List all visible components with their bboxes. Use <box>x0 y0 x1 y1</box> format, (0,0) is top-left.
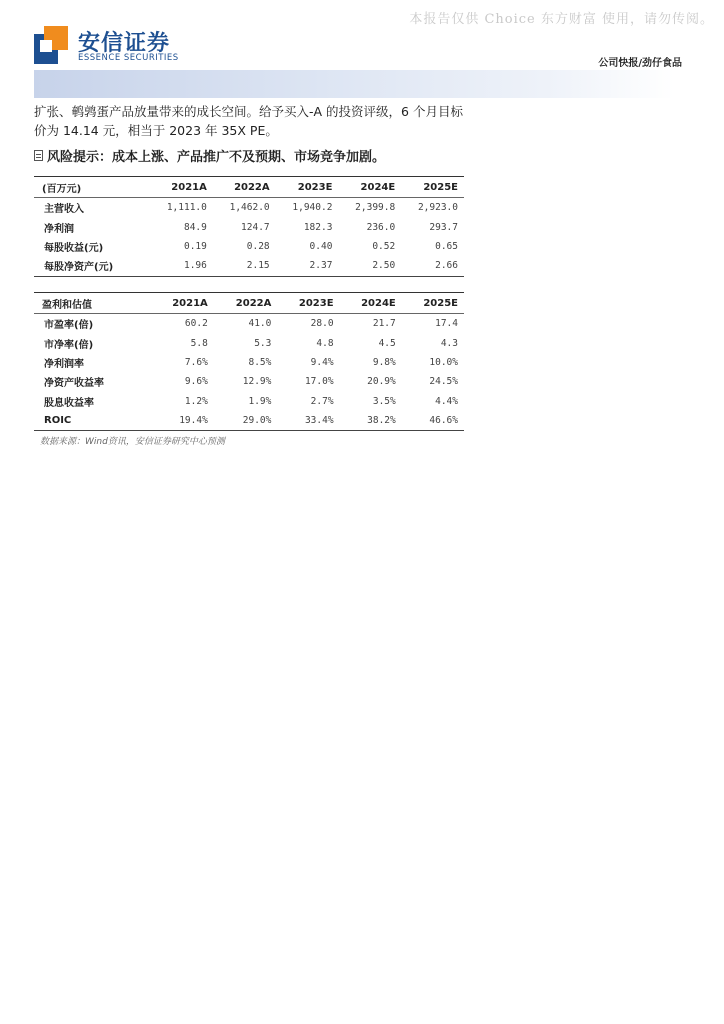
row-label: 净利润率 <box>44 358 84 370</box>
table-row <box>34 217 464 236</box>
brand-name-en: ESSENCE SECURITIES <box>78 53 179 63</box>
header-banner <box>34 70 674 98</box>
risk-text: 风险提示：成本上涨、产品推广不及预期、市场竞争加剧。 <box>47 150 386 165</box>
table-cell: 2.37 <box>276 256 339 276</box>
table-header-row <box>34 177 464 198</box>
report-category: 公司快报/劲仔食品 <box>598 58 682 69</box>
table-cell: 84.9 <box>183 221 207 233</box>
table-cell: 0.19 <box>183 240 207 252</box>
table-row <box>34 411 464 431</box>
table-cell: 9.8% <box>372 356 396 368</box>
row-label: 每股收益(元) <box>44 242 104 254</box>
table-cell: 38.2% <box>340 411 402 431</box>
table-cell: 1,940.2 <box>292 202 333 214</box>
row-label: 市盈率(倍) <box>44 320 94 332</box>
table-cell: 236.0 <box>366 221 396 233</box>
table-cell: 10.0% <box>429 356 458 368</box>
table-cell: 1,462.0 <box>229 202 270 214</box>
table-row <box>34 333 464 352</box>
table-cell: 12.9% <box>242 376 272 388</box>
table-row <box>34 256 464 276</box>
table-cell: 5.3 <box>254 337 272 349</box>
column-header: 2021A <box>150 177 213 198</box>
row-label: 每股净资产(元) <box>34 256 150 276</box>
table-cell: 0.65 <box>435 240 458 252</box>
table-cell: 9.4% <box>310 356 334 368</box>
valuation-table <box>34 292 464 431</box>
table-cell: 2.7% <box>310 395 334 407</box>
table-cell: 4.8 <box>316 337 334 349</box>
table-cell: 1.9% <box>248 395 272 407</box>
column-header: 2021A <box>150 293 214 314</box>
table-cell: 4.3 <box>440 337 458 349</box>
table-cell: 28.0 <box>310 318 334 330</box>
table-cell: 29.0% <box>214 411 278 431</box>
row-label: ROIC <box>34 411 150 431</box>
table-cell: 20.9% <box>367 376 396 388</box>
table-cell: 0.28 <box>246 240 270 252</box>
table-cell: 41.0 <box>248 318 272 330</box>
column-header: (百万元) <box>34 177 150 198</box>
logo-mark-icon <box>34 26 68 64</box>
table-row <box>34 353 464 372</box>
table-cell: 0.40 <box>309 240 333 252</box>
brand-name-cn: 安信证券 <box>78 31 171 56</box>
table-cell: 2,399.8 <box>355 202 396 214</box>
column-header: 盈利和估值 <box>34 293 150 314</box>
table-cell: 2.15 <box>213 256 276 276</box>
table-cell: 0.52 <box>372 240 396 252</box>
document-icon <box>34 150 43 161</box>
financial-summary-table <box>34 176 464 277</box>
table-cell: 33.4% <box>277 411 339 431</box>
row-label: 净利润 <box>44 223 74 235</box>
table-cell: 8.5% <box>248 356 272 368</box>
table-cell: 17.4 <box>435 318 458 330</box>
table-cell: 2,923.0 <box>417 202 458 214</box>
table-cell: 1,111.0 <box>166 202 207 214</box>
table-cell: 4.5 <box>378 337 396 349</box>
row-label: 净资产收益率 <box>44 378 104 390</box>
watermark-text: 本报告仅供 Choice 东方财富 使用，请勿传阅。 <box>409 12 714 27</box>
table-cell: 21.7 <box>372 318 396 330</box>
column-header: 2025E <box>401 177 464 198</box>
data-source-note: 数据来源：Wind资讯，安信证券研究中心预测 <box>40 437 225 447</box>
table-cell: 3.5% <box>372 395 396 407</box>
table-cell: 60.2 <box>184 318 208 330</box>
row-label: 股息收益率 <box>44 397 94 409</box>
table-cell: 1.2% <box>184 395 208 407</box>
table-cell: 19.4% <box>150 411 214 431</box>
table-row <box>34 198 464 218</box>
row-label: 市净率(倍) <box>44 339 94 351</box>
table-cell: 9.6% <box>184 376 208 388</box>
table-cell: 1.96 <box>150 256 213 276</box>
row-label: 主营收入 <box>44 204 84 216</box>
column-header: 2025E <box>402 293 464 314</box>
column-header: 2022A <box>213 177 276 198</box>
column-header: 2023E <box>276 177 339 198</box>
table-cell: 17.0% <box>304 376 334 388</box>
table-cell: 46.6% <box>402 411 464 431</box>
table-cell: 24.5% <box>429 376 458 388</box>
table-cell: 2.66 <box>401 256 464 276</box>
column-header: 2024E <box>338 177 401 198</box>
risk-warning <box>34 146 474 165</box>
table-cell: 124.7 <box>241 221 270 233</box>
table-header-row <box>34 293 464 314</box>
table-row <box>34 314 464 334</box>
table-cell: 293.7 <box>429 221 458 233</box>
table-row <box>34 372 464 391</box>
table-cell: 4.4% <box>435 395 458 407</box>
column-header: 2023E <box>277 293 339 314</box>
table-cell: 2.50 <box>338 256 401 276</box>
table-row <box>34 392 464 411</box>
summary-paragraph: 扩张、鹌鹑蛋产品放量带来的成长空间。给予买入-A 的投资评级，6 个月目标价为 14.14 元，相当于 2023 年 35X PE。 <box>34 104 463 138</box>
table-cell: 5.8 <box>190 337 208 349</box>
column-header: 2022A <box>214 293 278 314</box>
brand-logo <box>34 26 214 70</box>
table-cell: 7.6% <box>184 356 208 368</box>
column-header: 2024E <box>340 293 402 314</box>
table-cell: 182.3 <box>303 221 333 233</box>
table-row <box>34 237 464 256</box>
